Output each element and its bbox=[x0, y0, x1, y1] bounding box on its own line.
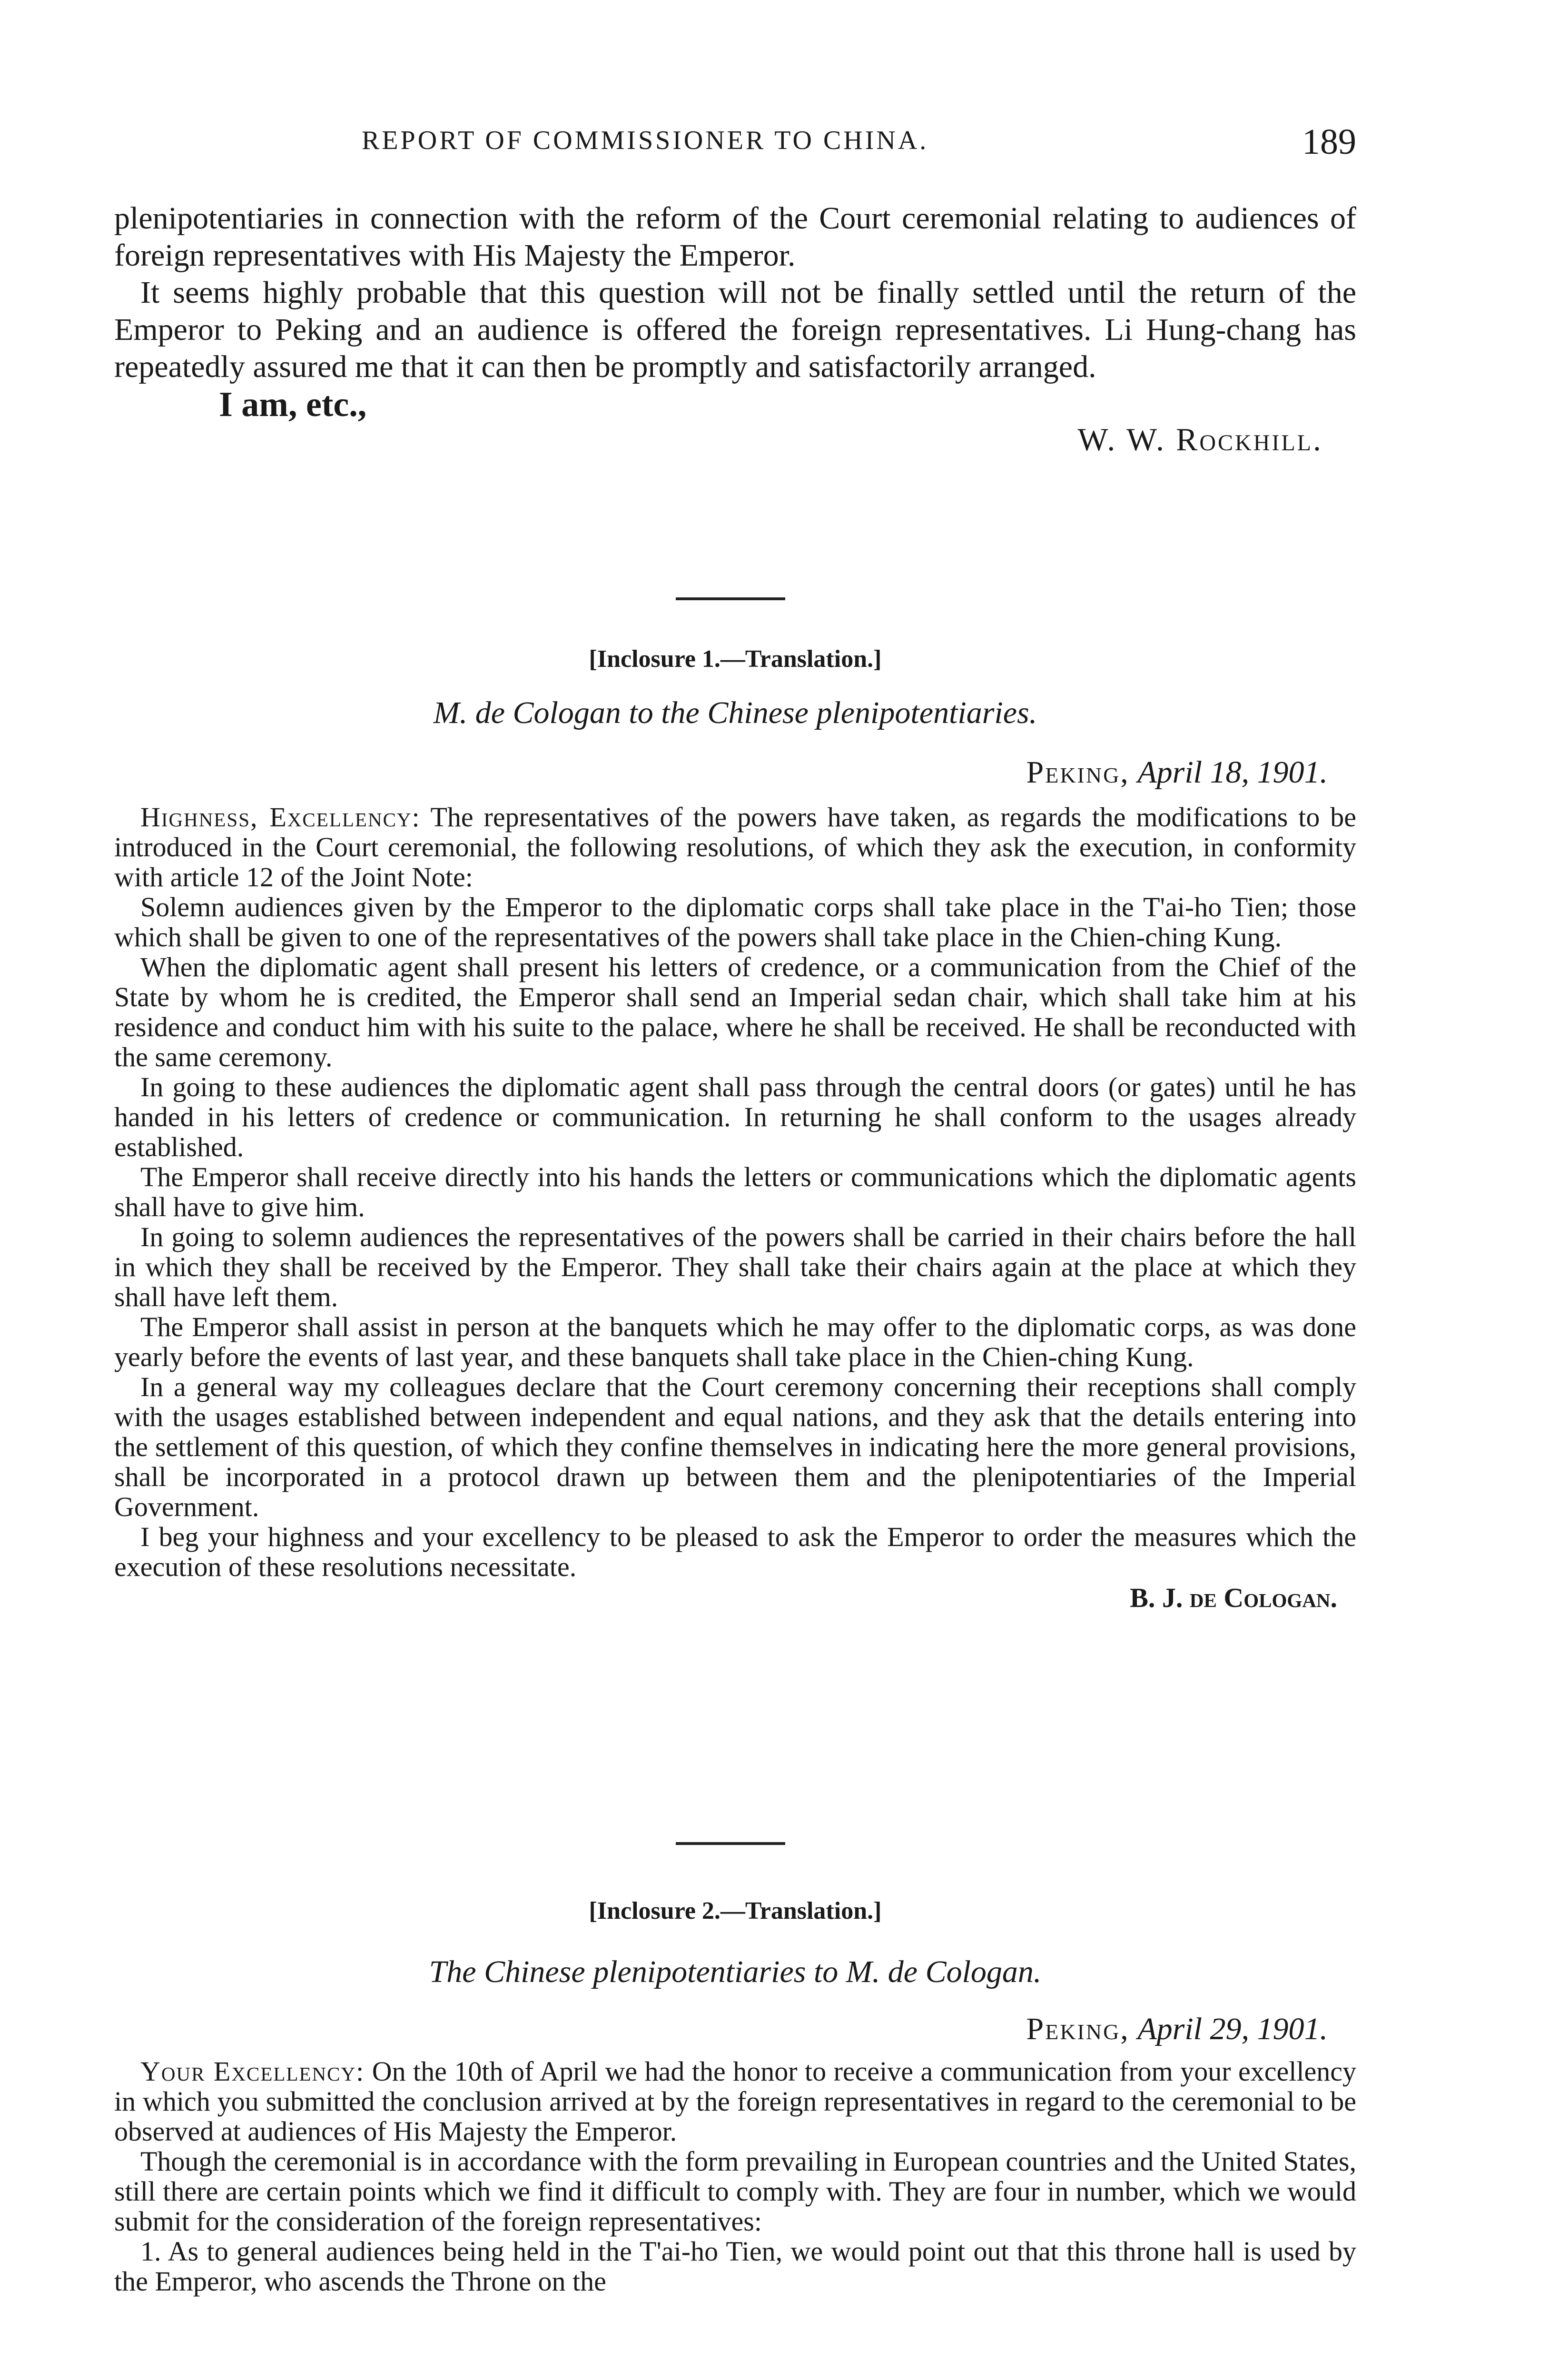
inclosure1-dateline bbox=[1026, 754, 1328, 791]
letter-paragraph-1: plenipotentiaries in connection with the reform of the Court ceremonial relating to audiences of foreign representatives with His Majesty the Emperor. bbox=[114, 201, 1356, 273]
inclosure2-paragraph: 1. As to general audiences being held in the T'ai-ho Tien, we would point out that this throne hall is used by the Emperor, who ascends the Throne on the bbox=[114, 2236, 1356, 2297]
running-head bbox=[114, 121, 1356, 164]
inclosure1-paragraph: Solemn audiences given by the Emperor to the diplomatic corps shall take place in the T'ai-ho Tien; those which shall be given to one of the representatives of the powers shall take place in the Chien-ching Kung. bbox=[114, 892, 1356, 952]
section-divider-1 bbox=[676, 597, 785, 600]
letter-paragraph-2: It seems highly probable that this question will not be finally settled until the return of the Emperor to Peking and an audience is offered the foreign representatives. Li Hung-chang has repeatedly assured me that it can then be promptly and satisfactorily arranged. bbox=[114, 275, 1356, 384]
inclosure2-paragraph: Though the ceremonial is in accordance with the form prevailing in European countries and the United States, still there are certain points which we find it difficult to comply with. They are four in number, which we would submit for the consideration of the foreign representatives: bbox=[114, 2146, 1356, 2237]
inclosure2-intro: On the 10th of April we had the honor to receive a communication from your excellency in which you submitted the conclusion arrived at by the foreign representatives in regard to the ceremonial to be observed at audiences of His Majesty the Emperor. bbox=[114, 2056, 1357, 2147]
inclosure1-label: [Inclosure 1.—Translation.] bbox=[589, 645, 882, 673]
inclosure2-date: April 29, 1901. bbox=[1137, 2012, 1328, 2046]
inclosure1-paragraph: I beg your highness and your excellency to be pleased to ask the Emperor to order the measures which the execution of these resolutions necessitate. bbox=[114, 1521, 1356, 1582]
inclosure1-body bbox=[114, 802, 1356, 1614]
inclosure2-title: The Chinese plenipotentiaries to M. de Cologan. bbox=[429, 1954, 1042, 1989]
inclosure1-date: April 18, 1901. bbox=[1137, 755, 1328, 790]
inclosure1-intro-paragraph bbox=[114, 802, 1356, 892]
inclosure1-paragraph: The Emperor shall receive directly into his hands the letters or communications which the diplomatic agents shall have to give him. bbox=[114, 1161, 1356, 1222]
inclosure1-paragraph: In a general way my colleagues declare that the Court ceremony concerning their receptions shall comply with the usages established between independent and equal nations, and they ask that the details entering into the settlement of this question, of which they confine themselves in indicating here the more general provisions, shall be incorporated in a protocol drawn up between them and the plenipotentiaries of the Imperial Government. bbox=[114, 1371, 1356, 1522]
inclosure2-salutation: Your Excellency: bbox=[140, 2056, 365, 2087]
inclosure1-title: M. de Cologan to the Chinese plenipotentiaries. bbox=[433, 695, 1037, 730]
letter-signature: W. W. Rockhill. bbox=[1077, 421, 1323, 457]
section-divider-2 bbox=[676, 1842, 785, 1845]
inclosure2-body bbox=[114, 2056, 1356, 2296]
inclosure1-paragraph: The Emperor shall assist in person at the banquets which he may offer to the diplomatic corps, as was done yearly before the events of last year, and these banquets shall take place in the Chien-ching Kung. bbox=[114, 1311, 1356, 1372]
inclosure1-paragraph: In going to these audiences the diplomatic agent shall pass through the central doors (or gates) until he has handed in his letters of credence or communication. In returning he shall conform to the usages already established. bbox=[114, 1071, 1356, 1162]
inclosure1-paragraph: In going to solemn audiences the representatives of the powers shall be carried in their chairs before the hall in which they shall be received by the Emperor. They shall take their chairs again at the place at which they shall have left them. bbox=[114, 1221, 1356, 1312]
inclosure2-label: [Inclosure 2.—Translation.] bbox=[589, 1897, 882, 1924]
running-title: REPORT OF COMMISSIONER TO CHINA. bbox=[362, 126, 929, 155]
inclosure1-intro: The representatives of the powers have taken, as regards the modifications to be introduced in the Court ceremonial, the following resolutions, of which they ask the execution, in conformity with article 12 of the Joint Note: bbox=[114, 802, 1356, 892]
inclosure2-dateline bbox=[1026, 2011, 1328, 2047]
inclosure1-place: Peking, bbox=[1026, 755, 1130, 790]
letter-closing: I am, etc., bbox=[219, 385, 367, 424]
inclosure1-salutation: Highness, Excellency: bbox=[140, 802, 421, 833]
inclosure2-intro-paragraph bbox=[114, 2056, 1356, 2146]
page-number: 189 bbox=[1302, 122, 1356, 162]
inclosure1-signature: B. J. de Cologan. bbox=[1130, 1582, 1337, 1613]
inclosure2-place: Peking, bbox=[1026, 2012, 1130, 2046]
letter-body bbox=[114, 200, 1356, 458]
inclosure1-paragraph: When the diplomatic agent shall present his letters of credence, or a communication from the Chief of the State by whom he is credited, the Emperor shall send an Imperial sedan chair, which shall take him at his residence and conduct him with his suite to the palace, where he shall be received. He shall be reconducted with the same ceremony. bbox=[114, 952, 1356, 1072]
